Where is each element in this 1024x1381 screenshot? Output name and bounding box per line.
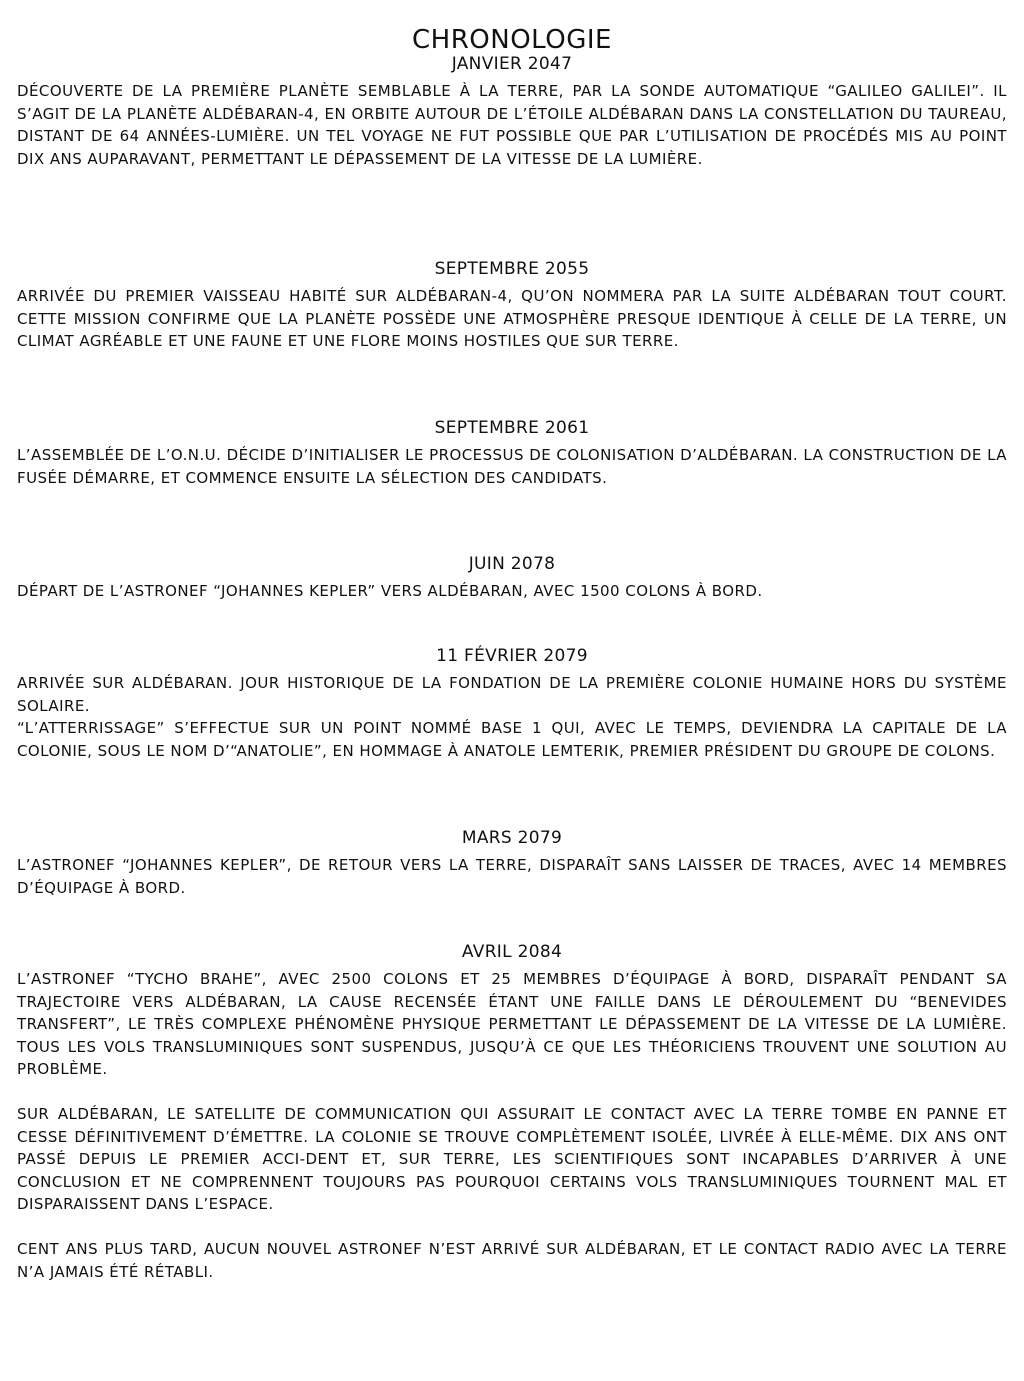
entry-date: JANVIER 2047 (451, 54, 573, 74)
timeline-entry-2047 (17, 52, 1007, 170)
entry-paragraph: L’ASTRONEF “TYCHO BRAHE”, AVEC 2500 COLONS ET 25 MEMBRES D’ÉQUIPAGE À BORD, DISPARAÎT PENDANT SA TRAJECTOIRE VERS ALDÉBARAN, LA CAUSE RECENSÉE ÉTANT UNE FAILLE DANS LE DÉROULEMENT DU “BENEVIDES TRANSFERT”, LE TRÈS COMPLEXE PHÉNOMÈNE PHYSIQUE PERMETTANT LE DÉPASSEMENT DE LA VITESSE DE LA LUMIÈRE. TOUS LES VOLS TRANSLUMINIQUES SONT SUSPENDUS, JUSQU’À CE QUE LES THÉORICIENS TROUVENT UNE SOLUTION AU PROBLÈME. (17, 970, 1007, 1079)
entry-date: 11 FÉVRIER 2079 (436, 646, 588, 666)
timeline-entry-2078 (17, 552, 1007, 603)
entry-date: SEPTEMBRE 2061 (434, 418, 590, 438)
entry-date: AVRIL 2084 (461, 942, 563, 962)
entry-paragraph: ARRIVÉE DU PREMIER VAISSEAU HABITÉ SUR ALDÉBARAN-4, QU’ON NOMMERA PAR LA SUITE ALDÉBARAN TOUT COURT. CETTE MISSION CONFIRME QUE LA PLANÈTE POSSÈDE UNE ATMOSPHÈRE PRESQUE IDENTIQUE À CELLE DE LA TERRE, UN CLIMAT AGRÉABLE ET UNE FAUNE ET UNE FLORE MOINS HOSTILES QUE SUR TERRE. (17, 287, 1007, 351)
entry-paragraph: CENT ANS PLUS TARD, AUCUN NOUVEL ASTRONEF N’EST ARRIVÉ SUR ALDÉBARAN, ET LE CONTACT RADIO AVEC LA TERRE N’A JAMAIS ÉTÉ RÉTABLI. (17, 1239, 1007, 1281)
timeline-entry-2079-feb (17, 644, 1007, 762)
entry-date: JUIN 2078 (468, 554, 556, 574)
timeline-entry-2079-mar (17, 826, 1007, 899)
entry-paragraph: DÉCOUVERTE DE LA PREMIÈRE PLANÈTE SEMBLABLE À LA TERRE, PAR LA SONDE AUTOMATIQUE “GALILEO GALILEI”. IL S’AGIT DE LA PLANÈTE ALDÉBARAN-4, EN ORBITE AUTOUR DE L’ÉTOILE ALDÉBARAN DANS LA CONSTELLATION DU TAUREAU, DISTANT DE 64 ANNÉES-LUMIÈRE. UN TEL VOYAGE NE FUT POSSIBLE QUE PAR L’UTILISATION DE PROCÉDÉS MIS AU POINT DIX ANS AUPARAVANT, PERMETTANT LE DÉPASSEMENT DE LA VITESSE DE LA LUMIÈRE. (17, 82, 1007, 168)
entry-paragraph: DÉPART DE L’ASTRONEF “JOHANNES KEPLER” VERS ALDÉBARAN, AVEC 1500 COLONS À BORD. (17, 582, 763, 600)
timeline-entry-2061 (17, 416, 1007, 489)
entry-paragraph: ARRIVÉE SUR ALDÉBARAN. JOUR HISTORIQUE DE LA FONDATION DE LA PREMIÈRE COLONIE HUMAINE HORS DU SYSTÈME SOLAIRE. “L’ATTERRISSAGE” S’EFFECTUE SUR UN POINT NOMMÉ BASE 1 QUI, AVEC LE TEMPS, DEVIENDRA LA CAPITALE DE LA COLONIE, SOUS LE NOM D’“ANATOLIE”, EN HOMMAGE À ANATOLE LEMTERIK, PREMIER PRÉSIDENT DU GROUPE DE COLONS. (17, 674, 1007, 760)
entry-date: SEPTEMBRE 2055 (434, 259, 590, 279)
timeline-entry-2055 (17, 257, 1007, 353)
entry-paragraph: SUR ALDÉBARAN, LE SATELLITE DE COMMUNICATION QUI ASSURAIT LE CONTACT AVEC LA TERRE TOMBE EN PANNE ET CESSE DÉFINITIVEMENT D’ÉMETTRE. LA COLONIE SE TROUVE COMPLÈTEMENT ISOLÉE, LIVRÉE À ELLE-MÊME. DIX ANS ONT PASSÉ DEPUIS LE PREMIER ACCI-DENT ET, SUR TERRE, LES SCIENTIFIQUES SONT INCAPABLES D’ARRIVER À UNE CONCLUSION ET NE COMPRENNENT TOUJOURS PAS POURQUOI CERTAINS VOLS TRANSLUMINIQUES TOURNENT MAL ET DISPARAISSENT DANS L’ESPACE. (17, 1104, 1007, 1214)
entry-paragraph: L’ASTRONEF “JOHANNES KEPLER”, DE RETOUR VERS LA TERRE, DISPARAÎT SANS LAISSER DE TRACES, AVEC 14 MEMBRES D’ÉQUIPAGE À BORD. (17, 856, 1007, 897)
timeline-entry-2084 (17, 940, 1007, 1283)
entry-paragraph: L’ASSEMBLÉE DE L’O.N.U. DÉCIDE D’INITIALISER LE PROCESSUS DE COLONISATION D’ALDÉBARAN. LA CONSTRUCTION DE LA FUSÉE DÉMARRE, ET COMMENCE ENSUITE LA SÉLECTION DES CANDIDATS. (17, 446, 1007, 487)
entry-date: MARS 2079 (461, 828, 563, 848)
page-title: CHRONOLOGIE (412, 25, 612, 56)
